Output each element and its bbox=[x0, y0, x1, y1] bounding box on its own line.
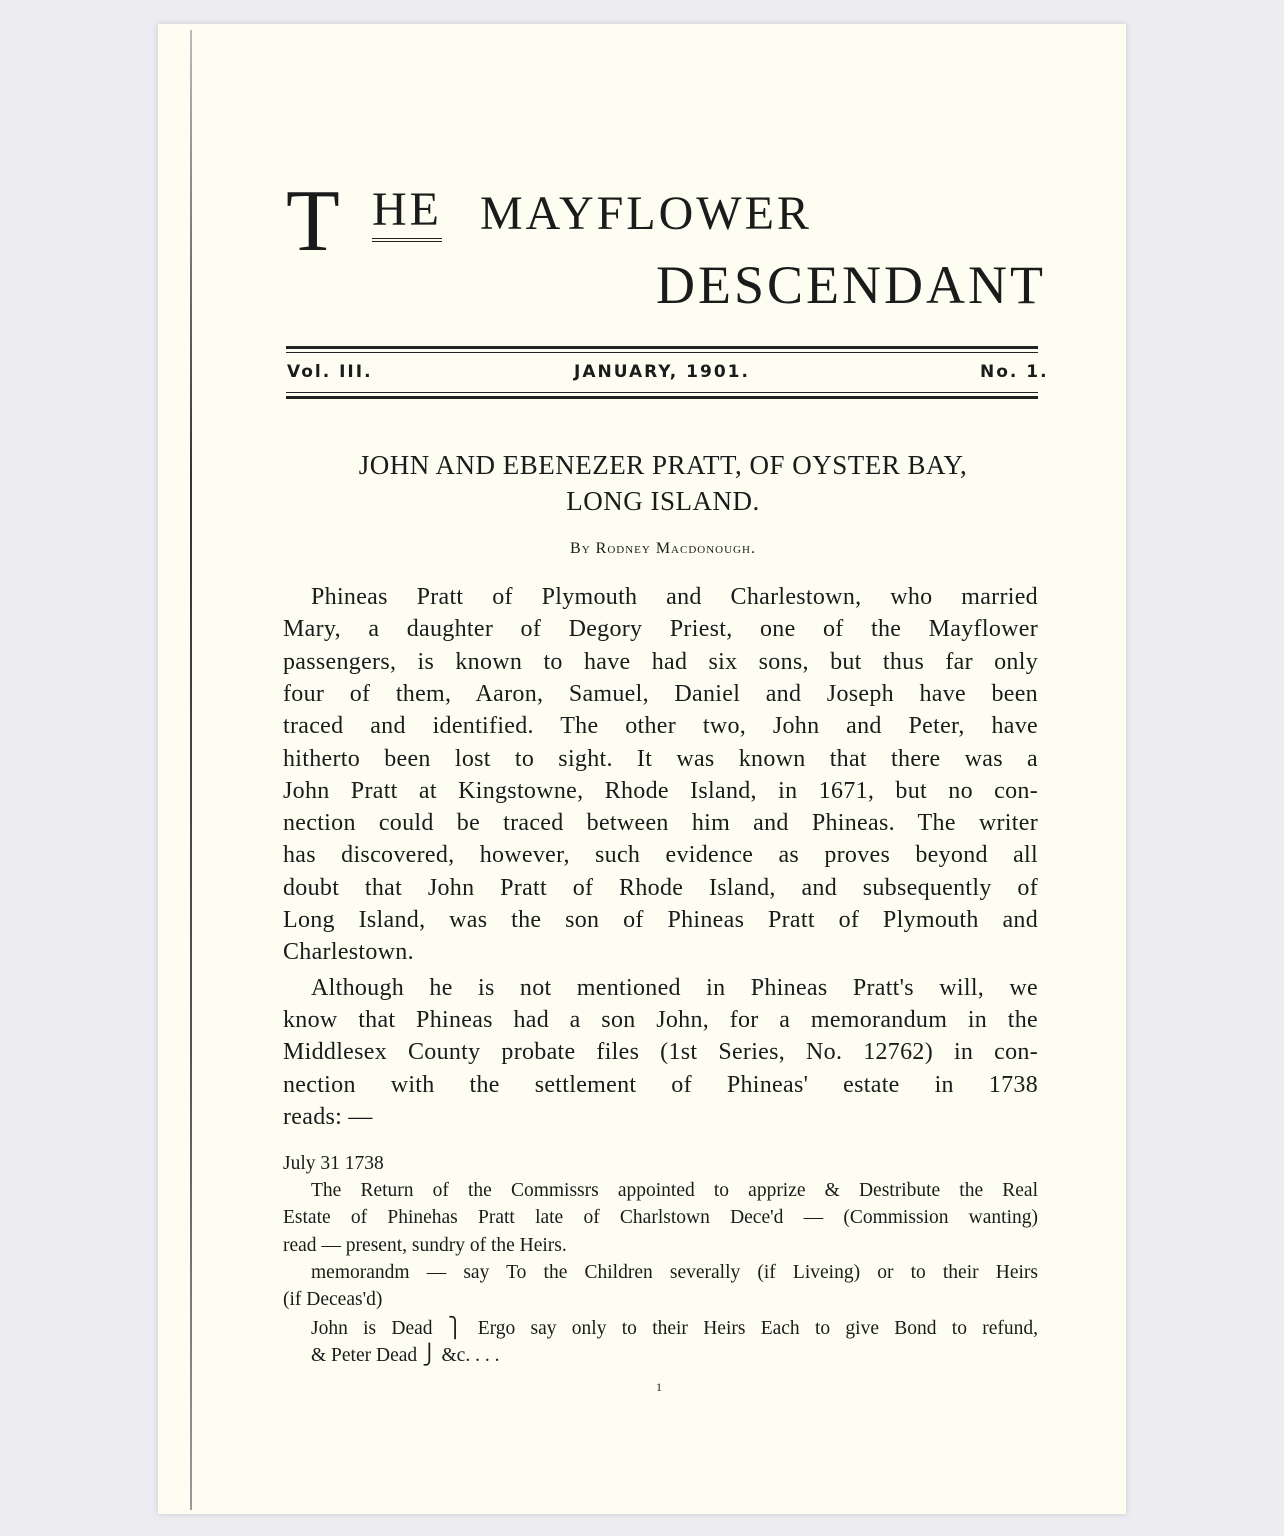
memo-line: & Peter Dead ⎭ &c. . . . bbox=[311, 1345, 500, 1367]
rule-bottom bbox=[286, 396, 1038, 399]
masthead-line1: MAYFLOWER bbox=[480, 187, 812, 240]
body-line: Phineas Pratt of Plymouth and Charlestown, who married bbox=[311, 584, 1038, 610]
body-line: nection with the settlement of Phineas' estate in 1738 bbox=[283, 1071, 1038, 1098]
memo-line: read — present, sundry of the Heirs. bbox=[283, 1234, 567, 1256]
body-line: has discovered, however, such evidence as proves beyond all bbox=[283, 842, 1038, 869]
article-title-line2: LONG ISLAND. bbox=[566, 486, 760, 516]
body-line: Mary, a daughter of Degory Priest, one of the Mayflower bbox=[283, 616, 1038, 643]
body-line: Charlestown. bbox=[283, 939, 414, 966]
memo-line: The Return of the Commissrs appointed to apprize & Destribute the Real bbox=[311, 1180, 1038, 1202]
masthead-initial: T bbox=[286, 173, 340, 270]
body-line: reads: — bbox=[283, 1103, 373, 1130]
body-line: know that Phineas had a son John, for a memorandum in the bbox=[283, 1006, 1038, 1033]
masthead-the: HE bbox=[372, 186, 442, 242]
article-title-line1: JOHN AND EBENEZER PRATT, OF OYSTER BAY, bbox=[358, 450, 968, 480]
memo-line: John is Dead ⎫ Ergo say only to their Heirs Each to give Bond to refund, bbox=[311, 1318, 1038, 1340]
body-line: four of them, Aaron, Samuel, Daniel and Joseph have been bbox=[283, 680, 1038, 707]
rule-top-thin bbox=[286, 352, 1038, 353]
body-line: hitherto been lost to sight. It was known that there was a bbox=[283, 745, 1038, 772]
memo-line: (if Deceas'd) bbox=[283, 1289, 383, 1310]
body-line: Although he is not mentioned in Phineas Pratt's will, we bbox=[311, 974, 1038, 1001]
body-line: Long Island, was the son of Phineas Pratt of Plymouth and bbox=[283, 907, 1038, 933]
rule-top bbox=[286, 346, 1038, 349]
body-line: John Pratt at Kingstowne, Rhode Island, in 1671, but no con- bbox=[283, 777, 1038, 804]
memo-line: July 31 1738 bbox=[283, 1153, 384, 1174]
footer-mark: 1 bbox=[656, 1380, 662, 1394]
volume: Vol. III. bbox=[287, 362, 373, 382]
body-line: nection could be traced between him and Phineas. The writer bbox=[283, 810, 1038, 837]
issue-date: JANUARY, 1901. bbox=[574, 362, 750, 382]
memo-line: memorandm — say To the Children severally (if Liveing) or to their Heirs bbox=[311, 1261, 1038, 1283]
byline: By Rodney Macdonough. bbox=[570, 540, 756, 557]
body-line: doubt that John Pratt of Rhode Island, and subsequently of bbox=[283, 874, 1038, 901]
body-line: traced and identified. The other two, John and Peter, have bbox=[283, 713, 1038, 740]
body-line: Middlesex County probate files (1st Series, No. 12762) in con- bbox=[283, 1039, 1038, 1066]
binding-edge bbox=[190, 30, 192, 1510]
masthead-line2: DESCENDANT bbox=[656, 255, 1046, 315]
body-line: passengers, is known to have had six sons, but thus far only bbox=[283, 648, 1038, 675]
rule-bottom-thin bbox=[286, 392, 1038, 393]
memo-line: Estate of Phinehas Pratt late of Charlstown Dece'd — (Commission wanting) bbox=[283, 1207, 1038, 1229]
issue-number: No. 1. bbox=[980, 362, 1049, 382]
